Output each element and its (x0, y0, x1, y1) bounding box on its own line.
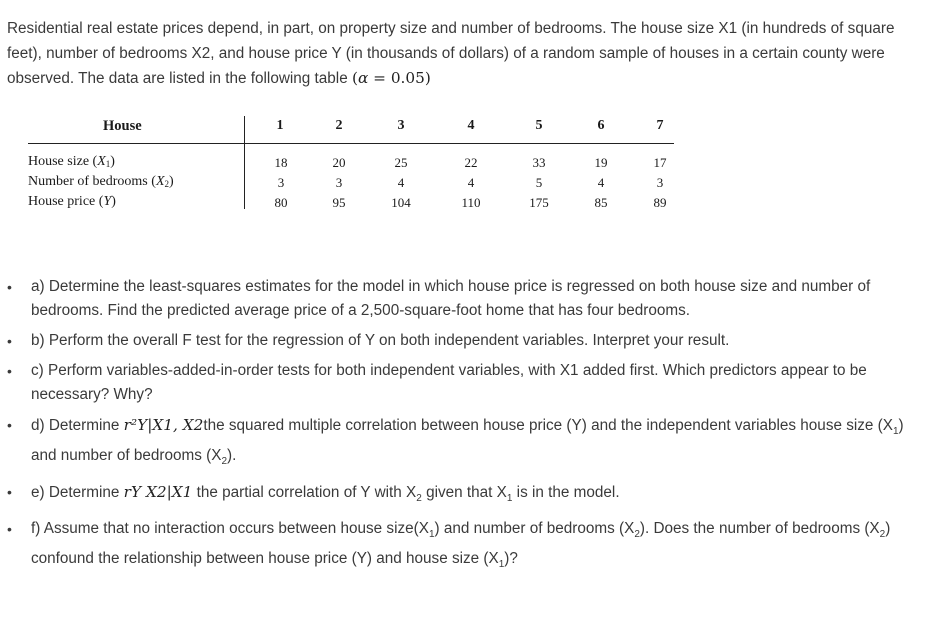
table-header-house-2: 2 (335, 118, 343, 133)
table-header-house-3: 3 (397, 118, 405, 133)
bullet-icon: • (7, 333, 12, 349)
row-label-bedrooms: Number of bedrooms $(X_2)$ (28, 174, 174, 189)
table-cell: 18 (274, 155, 288, 170)
bullet-icon: • (7, 484, 12, 501)
alpha-symbol: α (357, 69, 369, 87)
table-cell: 4 (597, 175, 605, 190)
question-a-text: a) Determine the least-squares estimates for the model in which house price is regressed on both house size and number of bedrooms. Find the predicted average price of a 2,500-square-foot home that has four bedrooms. (31, 278, 871, 319)
question-f: • f) Assume that no interaction occurs between house $size(X_1)$ and number of bedrooms $(X_2)$. Does the number of bedrooms $(X_2)$ confound the relationship between house price (Y) and house size $(X_1)$? (6, 517, 921, 577)
alpha-expression: (α = 0.05) (351, 69, 431, 87)
row-label-house-size: House size $(X_1)$ (28, 154, 115, 169)
question-c-text: c) Perform variables-added-in-order tests for both independent variables, with X1 added first. Which predictors appear to be necessary? Why? (31, 362, 867, 403)
question-d: • d) Determine r²Y|X1, X2the squared multiple correlation between house price (Y) and the independent variables house size $(X_1)$ and number of bedrooms $(X_2)$. (6, 413, 921, 474)
row-label-house-price: House price (Y) (28, 194, 116, 209)
table-cell: 33 (532, 155, 546, 170)
table-cell: 3 (656, 175, 664, 190)
table-cell: 19 (594, 155, 608, 170)
problem-intro (7, 16, 932, 91)
table-header-house-5: 5 (535, 118, 543, 133)
bullet-icon: • (7, 417, 12, 433)
table-cell: 80 (274, 195, 288, 210)
bullet-icon: • (7, 279, 12, 295)
table-header-rule (28, 143, 674, 144)
table-header-house-7: 7 (656, 118, 664, 133)
bullet-icon: • (7, 363, 12, 379)
squared-correlation-expression: r²Y|X1, X2 (123, 416, 204, 434)
question-c (6, 359, 921, 407)
table-cell: 4 (397, 175, 405, 190)
table-cell: 4 (467, 175, 475, 190)
table-header-house: House (103, 118, 142, 134)
table-header-house-6: 6 (597, 118, 605, 133)
table-cell: 3 (277, 175, 285, 190)
question-b (6, 329, 921, 353)
house-data-table (28, 116, 674, 212)
bullet-icon: • (7, 521, 12, 538)
partial-correlation-expression: rY X2|X1 (123, 483, 193, 502)
table-cell: 104 (391, 195, 411, 210)
intro-text: Residential real estate prices depend, in part, on property size and number of bedrooms. The house size X1 (in hundreds of square feet), number of bedrooms X2, and house price Y (in thousands of dollars) of a random sample of houses in a certain county were observed. The data are listed in the following table (7, 20, 895, 87)
table-cell: 110 (461, 195, 481, 210)
question-b-text: b) Perform the overall F test for the regression of Y on both independent variables. Interpret your result. (31, 332, 730, 349)
table-header-house-1: 1 (276, 118, 284, 133)
table-cell: 17 (653, 155, 667, 170)
table-cell: 95 (332, 195, 346, 210)
table-cell: 3 (335, 175, 343, 190)
table-column-rule (244, 116, 245, 209)
table-cell: 25 (394, 155, 408, 170)
table-cell: 20 (332, 155, 346, 170)
table-cell: 175 (529, 195, 549, 210)
question-a (6, 275, 921, 323)
alpha-value: = 0.05 (368, 69, 425, 87)
table-header-house-4: 4 (467, 118, 475, 133)
table-cell: 85 (594, 195, 608, 210)
table-cell: 22 (464, 155, 478, 170)
question-e: • e) Determine rY X2|X1 the partial correlation of Y with $X_2$ given that $X_1$ is in the model. (6, 480, 921, 511)
question-list (6, 275, 921, 583)
table-cell: 5 (535, 175, 543, 190)
table-cell: 89 (653, 195, 667, 210)
